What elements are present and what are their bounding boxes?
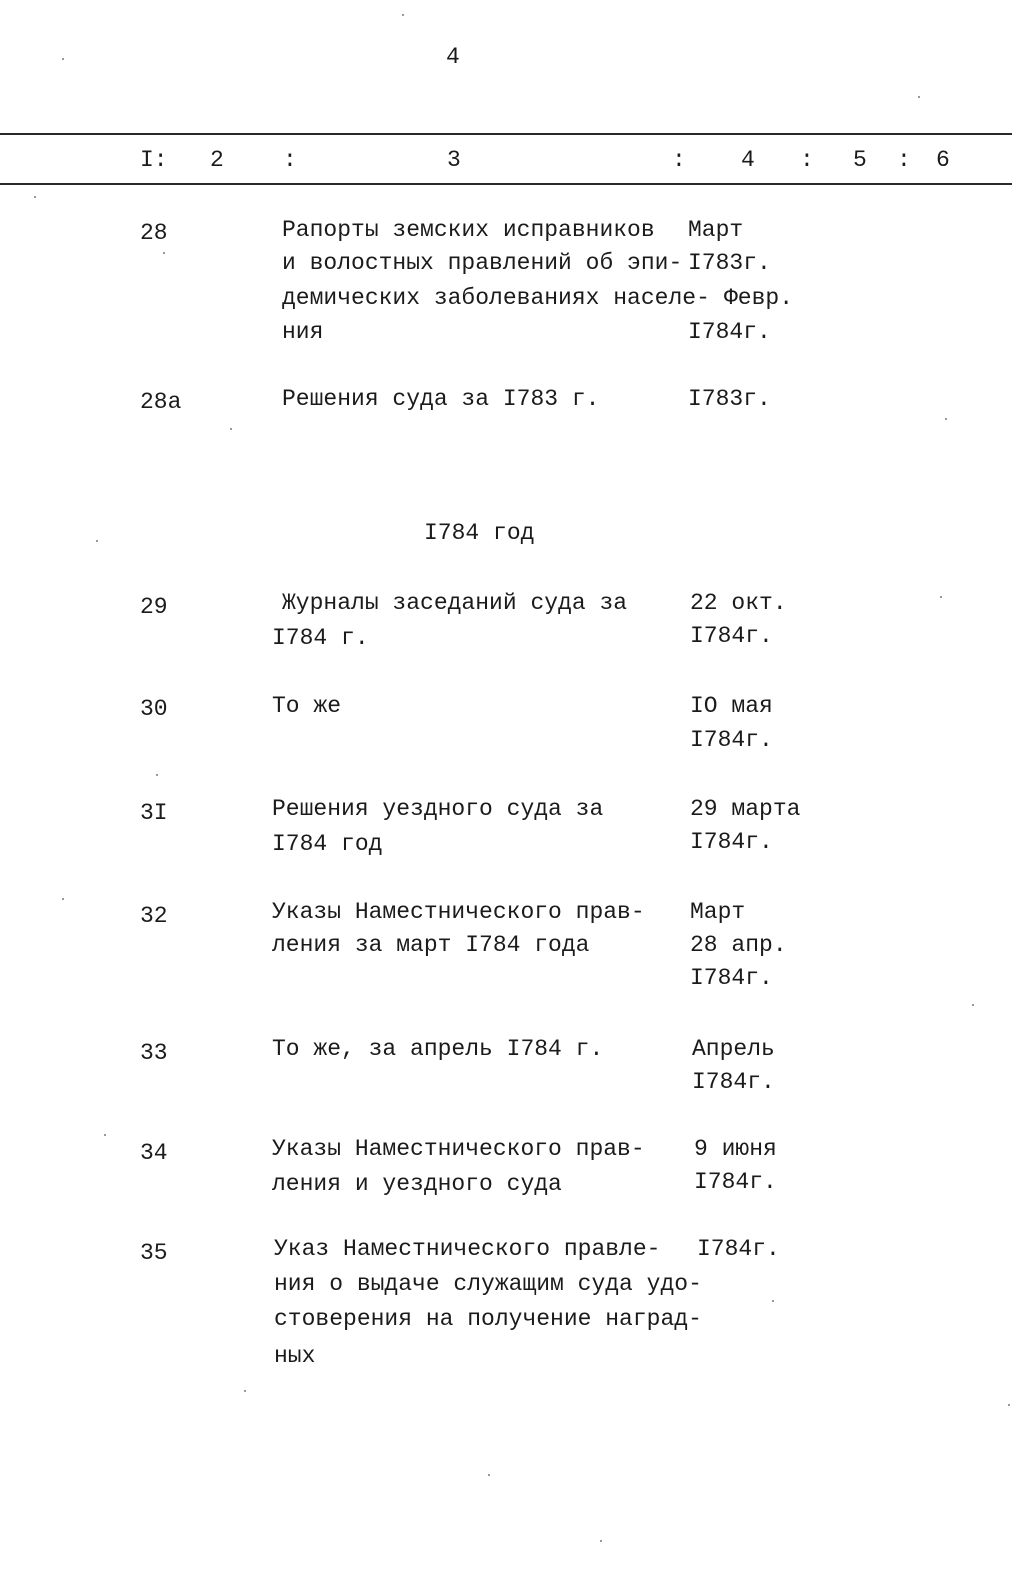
entry-date-line: I784г. <box>690 965 773 991</box>
entry-title-line: I784 год <box>272 831 383 857</box>
header-top-rule <box>0 133 1012 135</box>
entry-date-line: Февр. <box>724 285 794 311</box>
header-col-6: 6 <box>936 147 950 173</box>
entry-number: 32 <box>140 903 168 929</box>
entry-date-line: I784г. <box>694 1169 777 1195</box>
entry-date-line: I784г. <box>688 319 771 345</box>
scan-speck <box>104 1134 106 1136</box>
scan-speck <box>488 1474 490 1476</box>
header-separator: : <box>897 147 911 173</box>
section-heading: I784 год <box>424 520 535 546</box>
entry-title-line: и волостных правлений об эпи- <box>282 250 683 276</box>
scan-speck <box>918 96 920 98</box>
scan-speck <box>34 196 36 198</box>
entry-date-line: 28 апр. <box>690 932 787 958</box>
scan-speck <box>163 252 165 254</box>
entry-title-line: То же, за апрель I784 г. <box>272 1036 604 1062</box>
entry-date-line: I784г. <box>690 623 773 649</box>
scan-speck <box>1008 1404 1010 1406</box>
scan-speck <box>945 418 947 420</box>
entry-title-line: Указы Наместнического прав- <box>272 899 645 925</box>
header-col-3: 3 <box>447 147 461 173</box>
scan-speck <box>230 428 232 430</box>
entry-title-line: Указ Наместнического правле- <box>274 1236 661 1262</box>
entry-date-line: I784г. <box>690 829 773 855</box>
scan-speck <box>600 1540 602 1542</box>
entry-title-line: Решения уездного суда за <box>272 796 604 822</box>
scan-speck <box>402 14 404 16</box>
entry-title-line: ных <box>274 1343 316 1369</box>
entry-title-line: ления и уездного суда <box>272 1171 562 1197</box>
entry-number: 28 <box>140 220 168 246</box>
entry-title-line: демических заболеваниях населе- <box>282 285 710 311</box>
entry-title-line: Журналы заседаний суда за <box>282 590 628 616</box>
entry-date-line: Март <box>690 899 746 925</box>
entry-number: 3I <box>140 800 168 826</box>
entry-date-line: I783г. <box>688 250 771 276</box>
scan-speck <box>772 1300 774 1302</box>
entry-date-line: IO мая <box>690 693 773 719</box>
header-col-4: 4 <box>741 147 755 173</box>
entry-title-line: Решения суда за I783 г. <box>282 386 600 412</box>
scan-speck <box>62 898 64 900</box>
entry-number: 35 <box>140 1240 168 1266</box>
entry-number: 30 <box>140 696 168 722</box>
header-col-5: 5 <box>853 147 867 173</box>
entry-title-line: Рапорты земских исправников <box>282 217 655 243</box>
entry-title-line: I784 г. <box>272 625 369 651</box>
entry-number: 33 <box>140 1040 168 1066</box>
entry-title-line: Указы Наместнического прав- <box>272 1136 645 1162</box>
entry-date-line: 29 марта <box>690 796 801 822</box>
scan-speck <box>972 1004 974 1006</box>
scan-speck <box>96 540 98 542</box>
entry-number: 28а <box>140 389 182 415</box>
entry-title-line: стоверения на получение наград- <box>274 1306 702 1332</box>
header-bottom-rule <box>0 183 1012 185</box>
header-col-1: I: <box>140 147 168 173</box>
page-number: 4 <box>446 44 460 70</box>
header-separator: : <box>800 147 814 173</box>
entry-title-line: ления за март I784 года <box>272 932 590 958</box>
entry-date-line: I784г. <box>692 1069 775 1095</box>
header-separator: : <box>283 147 297 173</box>
entry-date-line: I784г. <box>697 1236 780 1262</box>
entry-title-line: ния <box>282 319 324 345</box>
entry-number: 29 <box>140 594 168 620</box>
entry-date-line: Март <box>688 217 744 243</box>
entry-number: 34 <box>140 1140 168 1166</box>
entry-title-line: ния о выдаче служащим суда удо- <box>274 1271 702 1297</box>
entry-date-line: 9 июня <box>694 1136 777 1162</box>
entry-title-line: То же <box>272 693 342 719</box>
header-separator: : <box>672 147 686 173</box>
scan-speck <box>244 1390 246 1392</box>
entry-date-line: I783г. <box>688 386 771 412</box>
entry-date-line: Апрель <box>692 1036 775 1062</box>
scan-speck <box>62 58 64 60</box>
scan-speck <box>156 774 158 776</box>
header-col-2: 2 <box>210 147 224 173</box>
scan-speck <box>940 596 942 598</box>
entry-date-line: 22 окт. <box>690 590 787 616</box>
entry-date-line: I784г. <box>690 727 773 753</box>
